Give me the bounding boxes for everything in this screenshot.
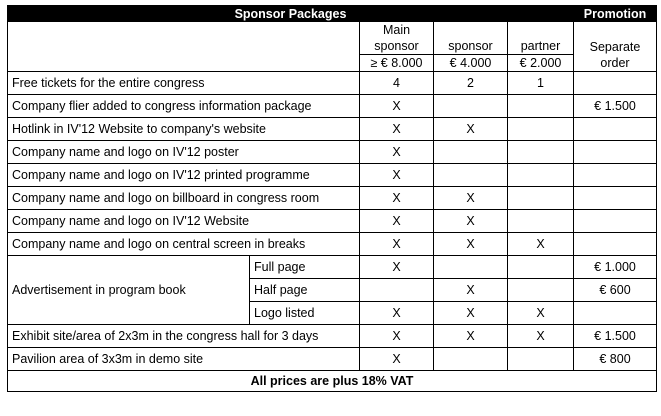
cell-separate-order: € 1.000 <box>574 256 657 279</box>
row-label: Company name and logo on central screen in breaks <box>8 233 360 256</box>
advertisement-sub-label: Full page <box>250 256 360 279</box>
cell-partner <box>508 256 574 279</box>
subheader-blank <box>8 22 360 72</box>
cell-partner <box>508 210 574 233</box>
header-row <box>8 6 657 22</box>
advertisement-label: Advertisement in program book <box>8 256 250 325</box>
cell-partner <box>508 118 574 141</box>
subheader-row <box>8 22 657 72</box>
col-separate-line2: order <box>600 55 630 70</box>
cell-partner <box>508 141 574 164</box>
row-label: Company name and logo on IV'12 printed programme <box>8 164 360 187</box>
cell-separate-order <box>574 233 657 256</box>
cell-sponsor: X <box>434 325 508 348</box>
cell-partner <box>508 164 574 187</box>
cell-main-sponsor: X <box>360 187 434 210</box>
advertisement-subrow <box>8 256 657 279</box>
cell-main-sponsor: X <box>360 118 434 141</box>
cell-sponsor <box>434 348 508 371</box>
table-row <box>8 164 657 187</box>
cell-separate-order <box>574 302 657 325</box>
cell-partner <box>508 187 574 210</box>
cell-separate-order <box>574 72 657 95</box>
cell-separate-order: € 1.500 <box>574 325 657 348</box>
table-row <box>8 348 657 371</box>
cell-sponsor: X <box>434 279 508 302</box>
cell-sponsor <box>434 164 508 187</box>
cell-separate-order <box>574 187 657 210</box>
cell-partner: 1 <box>508 72 574 95</box>
table-row <box>8 141 657 164</box>
footer-row <box>8 371 657 392</box>
col-sponsor-line1: sponsor <box>434 38 507 55</box>
cell-partner: X <box>508 233 574 256</box>
col-main-sponsor-price: ≥ € 8.000 <box>370 56 423 70</box>
cell-main-sponsor: X <box>360 141 434 164</box>
table-row <box>8 118 657 141</box>
cell-main-sponsor: X <box>360 233 434 256</box>
row-label: Free tickets for the entire congress <box>8 72 360 95</box>
table-row <box>8 233 657 256</box>
cell-main-sponsor: X <box>360 210 434 233</box>
table-row <box>8 325 657 348</box>
col-partner-price: € 2.000 <box>519 56 562 70</box>
row-label: Exhibit site/area of 2x3m in the congress hall for 3 days <box>8 325 360 348</box>
cell-sponsor: X <box>434 187 508 210</box>
col-main-sponsor <box>360 22 434 72</box>
row-label: Company name and logo on IV'12 poster <box>8 141 360 164</box>
cell-partner <box>508 95 574 118</box>
cell-separate-order <box>574 141 657 164</box>
cell-sponsor <box>434 95 508 118</box>
cell-separate-order <box>574 164 657 187</box>
cell-main-sponsor: X <box>360 95 434 118</box>
rows-after <box>8 325 657 371</box>
cell-separate-order: € 600 <box>574 279 657 302</box>
row-label: Company name and logo on billboard in congress room <box>8 187 360 210</box>
cell-sponsor <box>434 256 508 279</box>
row-label: Company name and logo on IV'12 Website <box>8 210 360 233</box>
vat-note: All prices are plus 18% VAT <box>8 371 657 392</box>
col-partner-line1: partner <box>508 38 573 55</box>
row-label: Hotlink in IV'12 Website to company's website <box>8 118 360 141</box>
col-partner <box>508 22 574 72</box>
cell-separate-order <box>574 210 657 233</box>
advertisement-sub-label: Half page <box>250 279 360 302</box>
promotion-header: Promotion <box>574 6 657 22</box>
advertisement-rows <box>8 256 657 325</box>
table-row <box>8 187 657 210</box>
cell-sponsor: X <box>434 118 508 141</box>
col-main-sponsor-line2: sponsor <box>360 38 433 55</box>
cell-sponsor <box>434 141 508 164</box>
cell-separate-order: € 1.500 <box>574 95 657 118</box>
cell-sponsor: 2 <box>434 72 508 95</box>
col-sponsor <box>434 22 508 72</box>
cell-main-sponsor: 4 <box>360 72 434 95</box>
col-sponsor-price: € 4.000 <box>449 56 492 70</box>
cell-sponsor: X <box>434 302 508 325</box>
row-label: Company flier added to congress information package <box>8 95 360 118</box>
cell-sponsor: X <box>434 233 508 256</box>
cell-separate-order: € 800 <box>574 348 657 371</box>
cell-main-sponsor: X <box>360 302 434 325</box>
cell-partner <box>508 279 574 302</box>
col-separate-order <box>574 22 657 72</box>
col-main-sponsor-line1: Main <box>382 23 411 37</box>
table-row <box>8 210 657 233</box>
cell-partner <box>508 348 574 371</box>
sponsor-packages-header: Sponsor Packages <box>8 6 574 22</box>
cell-main-sponsor: X <box>360 164 434 187</box>
cell-main-sponsor: X <box>360 256 434 279</box>
col-separate-line1: Separate <box>589 39 641 54</box>
cell-separate-order <box>574 118 657 141</box>
cell-partner: X <box>508 302 574 325</box>
row-label: Pavilion area of 3x3m in demo site <box>8 348 360 371</box>
advertisement-sub-label: Logo listed <box>250 302 360 325</box>
cell-main-sponsor: X <box>360 348 434 371</box>
sponsor-packages-table <box>7 5 657 392</box>
table-row <box>8 95 657 118</box>
cell-main-sponsor <box>360 279 434 302</box>
cell-main-sponsor: X <box>360 325 434 348</box>
rows-before <box>8 72 657 256</box>
cell-partner: X <box>508 325 574 348</box>
cell-sponsor: X <box>434 210 508 233</box>
table-row <box>8 72 657 95</box>
